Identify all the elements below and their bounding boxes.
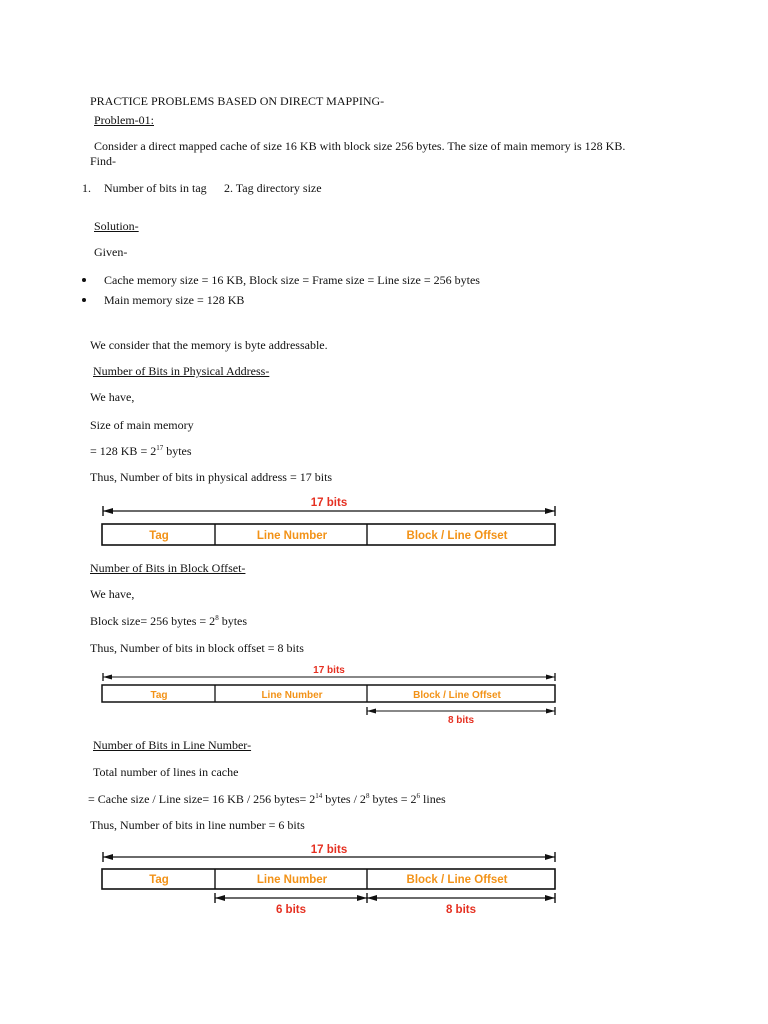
solution-title: Solution- <box>94 219 139 233</box>
line-number-diagram <box>0 841 768 917</box>
tag-field-label: Tag <box>149 874 169 886</box>
bullet-icon <box>82 278 86 282</box>
problem-title: Problem-01: <box>94 113 154 127</box>
question-tag-directory: 2. Tag directory size <box>224 181 322 195</box>
tag-field-label: Tag <box>150 690 168 701</box>
line-number-field-label: Line Number <box>256 874 328 886</box>
given-item-main-memory: Main memory size = 128 KB <box>104 293 245 307</box>
byte-addressable-note: We consider that the memory is byte addressable. <box>90 338 328 352</box>
line-number-field-label: Line Number <box>261 690 323 701</box>
line-number-conclusion: Thus, Number of bits in line number = 6 bits <box>90 818 305 832</box>
bullet-icon <box>82 298 86 302</box>
find-label: Find- <box>90 154 117 168</box>
line-bits-label: 6 bits <box>275 904 307 916</box>
question-tag-bits: Number of bits in tag <box>104 181 207 195</box>
physical-address-conclusion: Thus, Number of bits in physical address = 17 bits <box>90 470 333 484</box>
main-memory-size-label: Size of main memory <box>90 418 194 432</box>
question-number: 1. <box>82 181 91 195</box>
given-item-cache: Cache memory size = 16 KB, Block size = Frame size = Line size = 256 bytes <box>104 273 480 287</box>
page-heading: PRACTICE PROBLEMS BASED ON DIRECT MAPPING- <box>90 94 385 108</box>
physical-we-have: We have, <box>90 390 135 404</box>
block-offset-diagram <box>0 663 768 727</box>
block-offset-field-label: Block / Line Offset <box>406 874 508 886</box>
total-lines-label: Total number of lines in cache <box>93 765 239 779</box>
total-bits-label: 17 bits <box>313 665 345 676</box>
block-offset-title: Number of Bits in Block Offset- <box>90 561 246 575</box>
total-bits-label: 17 bits <box>310 497 348 509</box>
lines-equation: = Cache size / Line size= 16 KB / 256 bytes= $2^{14}$ bytes / $2^8$ bytes = $2^6$ lines <box>88 792 446 806</box>
physical-address-diagram <box>0 495 768 547</box>
main-memory-equation: = 128 KB = $2^{17}$ bytes <box>90 444 192 458</box>
block-offset-field-label: Block / Line Offset <box>413 690 501 701</box>
offset-bits-label: 8 bits <box>447 715 475 726</box>
offset-bits-label: 8 bits <box>445 904 477 916</box>
total-bits-label: 17 bits <box>310 844 348 856</box>
block-we-have: We have, <box>90 587 135 601</box>
physical-address-title: Number of Bits in Physical Address- <box>93 364 270 378</box>
problem-statement: Consider a direct mapped cache of size 16 KB with block size 256 bytes. The size of main memory is 128 KB. <box>94 139 626 153</box>
block-offset-conclusion: Thus, Number of bits in block offset = 8 bits <box>90 641 304 655</box>
line-number-field-label: Line Number <box>256 530 328 542</box>
tag-field-label: Tag <box>149 530 169 542</box>
line-number-title: Number of Bits in Line Number- <box>93 738 252 752</box>
block-offset-field-label: Block / Line Offset <box>406 530 508 542</box>
given-label: Given- <box>94 245 128 259</box>
block-size-equation: Block size= 256 bytes = $2^8$ bytes <box>90 614 248 628</box>
